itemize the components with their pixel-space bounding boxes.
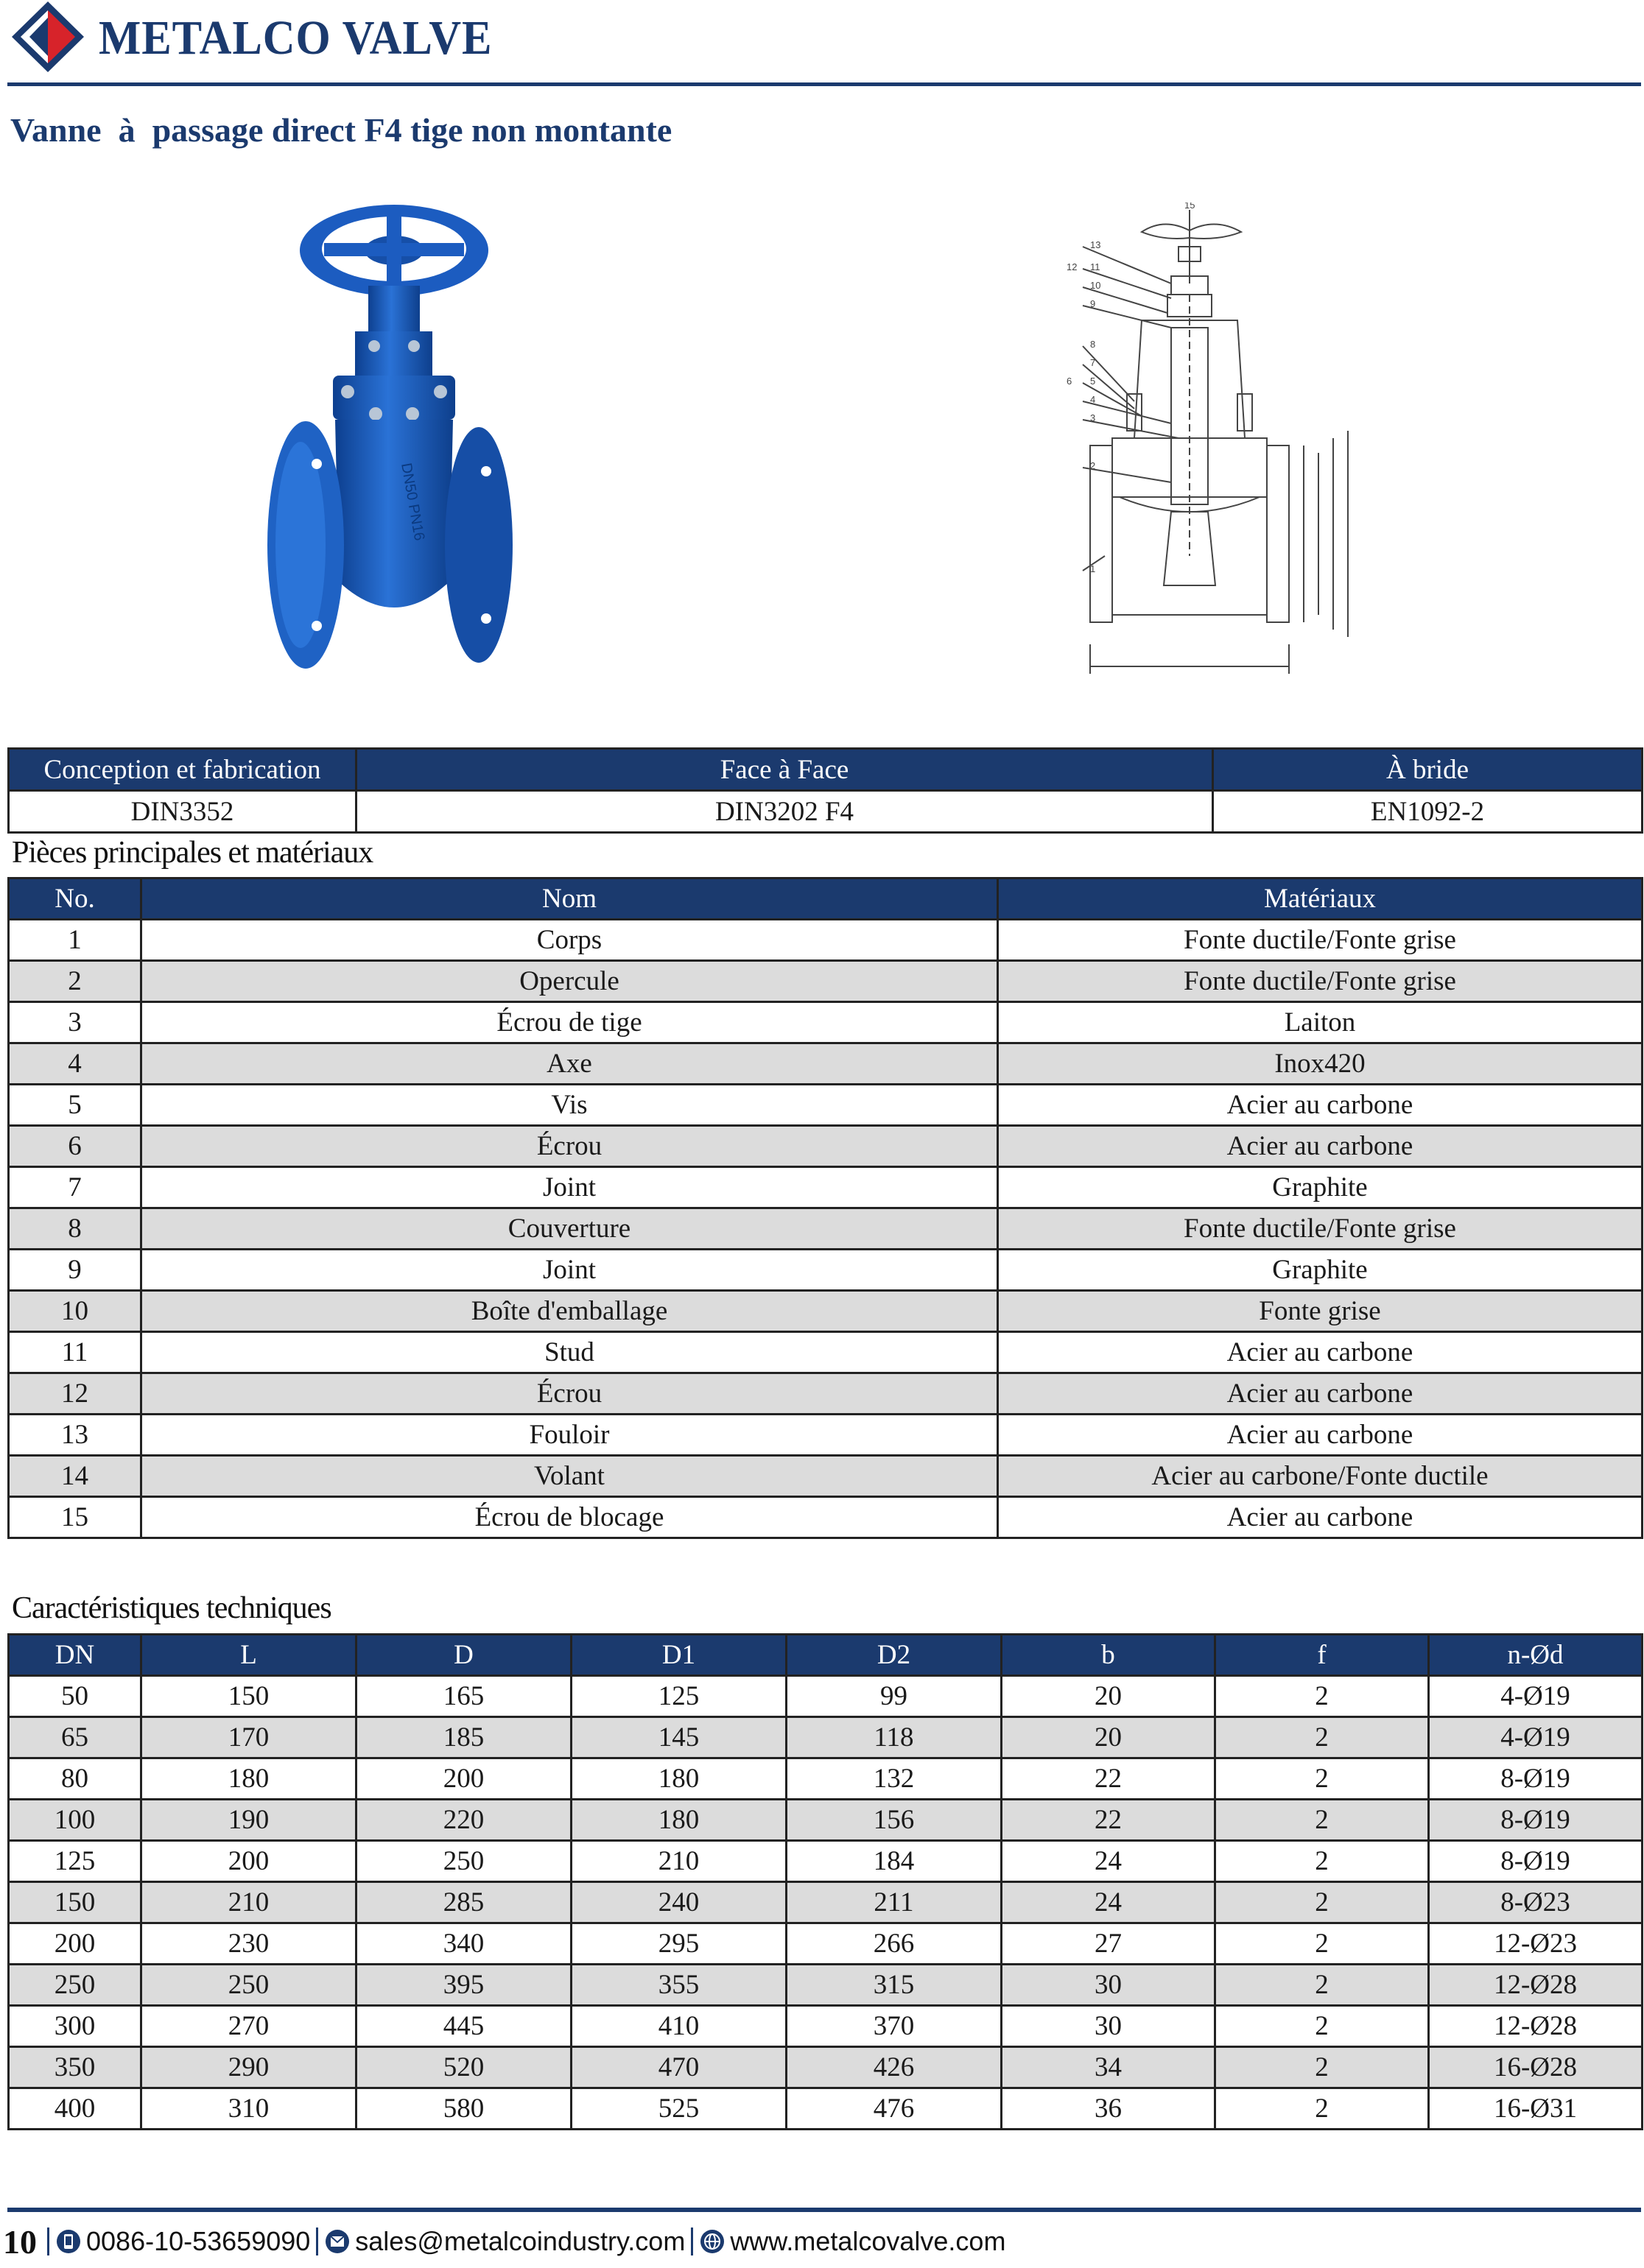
table-row bbox=[9, 961, 1643, 1002]
table-cell: 426 bbox=[787, 2047, 1002, 2088]
table-cell: 20 bbox=[1002, 1676, 1215, 1717]
table-cell: Vis bbox=[141, 1085, 998, 1126]
footer-website[interactable]: www.metalcovalve.com bbox=[730, 2226, 1006, 2256]
table-cell: 295 bbox=[572, 1923, 787, 1965]
table-cell: 24 bbox=[1002, 1882, 1215, 1923]
table-row bbox=[9, 1717, 1643, 1758]
table-cell: 2 bbox=[9, 961, 141, 1002]
table-cell: 310 bbox=[141, 2088, 356, 2130]
table-cell: Inox420 bbox=[998, 1043, 1643, 1085]
table-cell: Fonte ductile/Fonte grise bbox=[998, 1208, 1643, 1250]
table-cell: Écrou bbox=[141, 1126, 998, 1167]
table-cell: Acier au carbone bbox=[998, 1497, 1643, 1538]
column-header: Nom bbox=[141, 878, 998, 920]
table-cell: 220 bbox=[356, 1800, 572, 1841]
table-cell: 145 bbox=[572, 1717, 787, 1758]
table-row bbox=[9, 1332, 1643, 1373]
table-cell: Fonte ductile/Fonte grise bbox=[998, 961, 1643, 1002]
table-cell: 230 bbox=[141, 1923, 356, 1965]
table-cell: 1 bbox=[9, 920, 141, 961]
table-cell: Opercule bbox=[141, 961, 998, 1002]
table-cell: Écrou de blocage bbox=[141, 1497, 998, 1538]
table-cell: 27 bbox=[1002, 1923, 1215, 1965]
page-footer bbox=[0, 2219, 1005, 2264]
table-cell: 350 bbox=[9, 2047, 141, 2088]
table-cell: 16-Ø31 bbox=[1429, 2088, 1643, 2130]
table-cell: 10 bbox=[9, 1291, 141, 1332]
drawing-callout-label: 3 bbox=[1090, 412, 1096, 423]
table-cell: 165 bbox=[356, 1676, 572, 1717]
table-cell: 8-Ø19 bbox=[1429, 1841, 1643, 1882]
drawing-callout-label: 9 bbox=[1090, 298, 1096, 309]
table-cell: 150 bbox=[9, 1882, 141, 1923]
table-row bbox=[9, 1085, 1643, 1126]
footer-separator bbox=[47, 2228, 49, 2255]
table-row bbox=[9, 2006, 1643, 2047]
column-header: D2 bbox=[787, 1635, 1002, 1676]
table-cell: 2 bbox=[1215, 1841, 1429, 1882]
column-header: Face à Face bbox=[356, 749, 1213, 791]
table-cell: 250 bbox=[356, 1841, 572, 1882]
table-cell: 13 bbox=[9, 1415, 141, 1456]
column-header: n-Ød bbox=[1429, 1635, 1643, 1676]
table-cell: 11 bbox=[9, 1332, 141, 1373]
table-cell: DIN3202 F4 bbox=[356, 791, 1213, 833]
table-cell: Fonte grise bbox=[998, 1291, 1643, 1332]
table-cell: Axe bbox=[141, 1043, 998, 1085]
table-cell: Graphite bbox=[998, 1167, 1643, 1208]
globe-icon bbox=[699, 2228, 726, 2255]
table-cell: 180 bbox=[141, 1758, 356, 1800]
table-cell: 80 bbox=[9, 1758, 141, 1800]
table-cell: 180 bbox=[572, 1758, 787, 1800]
table-cell: 240 bbox=[572, 1882, 787, 1923]
drawing-callout-label: 10 bbox=[1090, 280, 1101, 291]
table-cell: 185 bbox=[356, 1717, 572, 1758]
parts-section-title: Pièces principales et matériaux bbox=[12, 836, 373, 870]
table-row bbox=[9, 1758, 1643, 1800]
drawing-callout-label: 11 bbox=[1090, 261, 1100, 272]
table-cell: 525 bbox=[572, 2088, 787, 2130]
table-cell: 2 bbox=[1215, 2088, 1429, 2130]
drawing-callout-label: 8 bbox=[1090, 339, 1096, 350]
table-row bbox=[9, 1208, 1643, 1250]
table-row bbox=[9, 1882, 1643, 1923]
table-cell: Fonte ductile/Fonte grise bbox=[998, 920, 1643, 961]
table-cell: 125 bbox=[9, 1841, 141, 1882]
table-cell: 2 bbox=[1215, 2047, 1429, 2088]
column-header: DN bbox=[9, 1635, 141, 1676]
table-cell: 180 bbox=[572, 1800, 787, 1841]
table-cell: 210 bbox=[141, 1882, 356, 1923]
table-cell: 5 bbox=[9, 1085, 141, 1126]
table-row bbox=[9, 1250, 1643, 1291]
table-cell: 150 bbox=[141, 1676, 356, 1717]
table-cell: 200 bbox=[356, 1758, 572, 1800]
table-row bbox=[9, 1415, 1643, 1456]
table-row bbox=[9, 1497, 1643, 1538]
column-header: Matériaux bbox=[998, 878, 1643, 920]
table-row bbox=[9, 2047, 1643, 2088]
table-row bbox=[9, 1965, 1643, 2006]
table-cell: 65 bbox=[9, 1717, 141, 1758]
drawing-callout-label: 7 bbox=[1090, 357, 1096, 368]
page-header bbox=[0, 0, 1644, 88]
table-cell: Acier au carbone/Fonte ductile bbox=[998, 1456, 1643, 1497]
table-cell: 12-Ø23 bbox=[1429, 1923, 1643, 1965]
table-cell: 395 bbox=[356, 1965, 572, 2006]
table-cell: 250 bbox=[9, 1965, 141, 2006]
table-cell: 4-Ø19 bbox=[1429, 1676, 1643, 1717]
table-cell: 2 bbox=[1215, 1800, 1429, 1841]
table-cell: 8-Ø19 bbox=[1429, 1758, 1643, 1800]
table-cell: 250 bbox=[141, 1965, 356, 2006]
table-cell: 2 bbox=[1215, 1882, 1429, 1923]
table-cell: Joint bbox=[141, 1167, 998, 1208]
column-header: b bbox=[1002, 1635, 1215, 1676]
table-cell: 7 bbox=[9, 1167, 141, 1208]
parts-table bbox=[7, 877, 1643, 1539]
table-row bbox=[9, 1167, 1643, 1208]
drawing-callout-label: 5 bbox=[1090, 376, 1096, 387]
column-header: No. bbox=[9, 878, 141, 920]
table-cell: Fouloir bbox=[141, 1415, 998, 1456]
phone-icon bbox=[55, 2228, 82, 2255]
footer-divider bbox=[7, 2208, 1641, 2212]
valve-photo-image bbox=[265, 199, 516, 677]
table-cell: Graphite bbox=[998, 1250, 1643, 1291]
table-cell: 36 bbox=[1002, 2088, 1215, 2130]
column-header: D bbox=[356, 1635, 572, 1676]
footer-email[interactable]: sales@metalcoindustry.com bbox=[355, 2226, 686, 2256]
table-row bbox=[9, 1291, 1643, 1332]
table-cell: 470 bbox=[572, 2047, 787, 2088]
table-cell: 285 bbox=[356, 1882, 572, 1923]
drawing-callout-label: 4 bbox=[1090, 394, 1096, 405]
table-cell: 2 bbox=[1215, 1965, 1429, 2006]
table-cell: 125 bbox=[572, 1676, 787, 1717]
table-cell: 30 bbox=[1002, 1965, 1215, 2006]
header-divider bbox=[7, 82, 1641, 86]
table-cell: Couverture bbox=[141, 1208, 998, 1250]
table-cell: 355 bbox=[572, 1965, 787, 2006]
table-cell: 580 bbox=[356, 2088, 572, 2130]
column-header: L bbox=[141, 1635, 356, 1676]
column-header: À bride bbox=[1213, 749, 1643, 791]
table-row bbox=[9, 791, 1643, 833]
table-row bbox=[9, 1002, 1643, 1043]
table-cell: 200 bbox=[9, 1923, 141, 1965]
table-row bbox=[9, 1456, 1643, 1497]
table-cell: 340 bbox=[356, 1923, 572, 1965]
table-cell: 2 bbox=[1215, 1923, 1429, 1965]
drawing-callout-label: 1 bbox=[1090, 563, 1096, 574]
brand-name: METALCO VALVE bbox=[99, 11, 493, 65]
specs-table bbox=[7, 1633, 1643, 2130]
table-header-row bbox=[9, 1635, 1643, 1676]
table-cell: 315 bbox=[787, 1965, 1002, 2006]
table-cell: 266 bbox=[787, 1923, 1002, 1965]
table-row bbox=[9, 1676, 1643, 1717]
table-cell: 9 bbox=[9, 1250, 141, 1291]
table-row bbox=[9, 1373, 1643, 1415]
table-cell: 156 bbox=[787, 1800, 1002, 1841]
table-row bbox=[9, 1841, 1643, 1882]
table-row bbox=[9, 920, 1643, 961]
table-cell: Acier au carbone bbox=[998, 1415, 1643, 1456]
table-cell: 2 bbox=[1215, 2006, 1429, 2047]
table-cell: Stud bbox=[141, 1332, 998, 1373]
table-cell: 12-Ø28 bbox=[1429, 2006, 1643, 2047]
table-cell: 211 bbox=[787, 1882, 1002, 1923]
footer-separator bbox=[691, 2228, 693, 2255]
table-cell: Joint bbox=[141, 1250, 998, 1291]
table-cell: 476 bbox=[787, 2088, 1002, 2130]
table-cell: 99 bbox=[787, 1676, 1002, 1717]
table-cell: 12 bbox=[9, 1373, 141, 1415]
table-cell: 210 bbox=[572, 1841, 787, 1882]
table-row bbox=[9, 1043, 1643, 1085]
page-number: 10 bbox=[3, 2222, 37, 2261]
footer-separator bbox=[316, 2228, 318, 2255]
column-header: f bbox=[1215, 1635, 1429, 1676]
table-cell: 22 bbox=[1002, 1800, 1215, 1841]
table-cell: Acier au carbone bbox=[998, 1085, 1643, 1126]
table-cell: 2 bbox=[1215, 1676, 1429, 1717]
table-cell: 170 bbox=[141, 1717, 356, 1758]
table-cell: Acier au carbone bbox=[998, 1332, 1643, 1373]
table-row bbox=[9, 2088, 1643, 2130]
metalco-logo-icon bbox=[7, 0, 88, 74]
table-cell: 410 bbox=[572, 2006, 787, 2047]
table-header-row bbox=[9, 878, 1643, 920]
table-cell: 200 bbox=[141, 1841, 356, 1882]
table-row bbox=[9, 1800, 1643, 1841]
footer-phone[interactable]: 0086-10-53659090 bbox=[86, 2226, 311, 2256]
table-cell: 6 bbox=[9, 1126, 141, 1167]
table-cell: 270 bbox=[141, 2006, 356, 2047]
table-cell: 22 bbox=[1002, 1758, 1215, 1800]
svg-text:DN50 PN16: DN50 PN16 bbox=[398, 462, 428, 542]
table-cell: 184 bbox=[787, 1841, 1002, 1882]
drawing-callout-label: 13 bbox=[1090, 239, 1101, 250]
technical-drawing-image bbox=[1061, 202, 1377, 681]
page-title: Vanne à passage direct F4 tige non montante bbox=[10, 111, 672, 149]
table-cell: 100 bbox=[9, 1800, 141, 1841]
table-row bbox=[9, 1126, 1643, 1167]
table-cell: 190 bbox=[141, 1800, 356, 1841]
table-cell: 4 bbox=[9, 1043, 141, 1085]
table-cell: 2 bbox=[1215, 1717, 1429, 1758]
specs-section-title: Caractéristiques techniques bbox=[12, 1591, 331, 1625]
table-header-row bbox=[9, 749, 1643, 791]
table-cell: Acier au carbone bbox=[998, 1126, 1643, 1167]
table-cell: 400 bbox=[9, 2088, 141, 2130]
table-cell: Écrou bbox=[141, 1373, 998, 1415]
drawing-callout-label: 15 bbox=[1184, 202, 1195, 211]
table-cell: 12-Ø28 bbox=[1429, 1965, 1643, 2006]
table-cell: 15 bbox=[9, 1497, 141, 1538]
column-header: D1 bbox=[572, 1635, 787, 1676]
table-cell: Écrou de tige bbox=[141, 1002, 998, 1043]
table-cell: Acier au carbone bbox=[998, 1373, 1643, 1415]
table-cell: 34 bbox=[1002, 2047, 1215, 2088]
table-cell: 118 bbox=[787, 1717, 1002, 1758]
table-cell: 2 bbox=[1215, 1758, 1429, 1800]
table-cell: Volant bbox=[141, 1456, 998, 1497]
table-cell: Laiton bbox=[998, 1002, 1643, 1043]
table-cell: 20 bbox=[1002, 1717, 1215, 1758]
table-cell: 300 bbox=[9, 2006, 141, 2047]
table-cell: 445 bbox=[356, 2006, 572, 2047]
email-icon bbox=[324, 2228, 351, 2255]
drawing-callout-label: 6 bbox=[1067, 376, 1072, 387]
standards-table bbox=[7, 747, 1643, 834]
table-cell: 16-Ø28 bbox=[1429, 2047, 1643, 2088]
table-cell: 8 bbox=[9, 1208, 141, 1250]
table-cell: 520 bbox=[356, 2047, 572, 2088]
table-cell: 24 bbox=[1002, 1841, 1215, 1882]
drawing-callout-label: 12 bbox=[1067, 261, 1078, 272]
drawing-callout-label: 2 bbox=[1090, 460, 1096, 471]
table-cell: 14 bbox=[9, 1456, 141, 1497]
table-cell: 290 bbox=[141, 2047, 356, 2088]
column-header: Conception et fabrication bbox=[9, 749, 356, 791]
table-cell: 132 bbox=[787, 1758, 1002, 1800]
table-cell: 8-Ø23 bbox=[1429, 1882, 1643, 1923]
table-cell: 3 bbox=[9, 1002, 141, 1043]
table-cell: 8-Ø19 bbox=[1429, 1800, 1643, 1841]
table-cell: DIN3352 bbox=[9, 791, 356, 833]
table-cell: EN1092-2 bbox=[1213, 791, 1643, 833]
table-cell: Corps bbox=[141, 920, 998, 961]
table-cell: 30 bbox=[1002, 2006, 1215, 2047]
table-row bbox=[9, 1923, 1643, 1965]
table-cell: Boîte d'emballage bbox=[141, 1291, 998, 1332]
table-cell: 370 bbox=[787, 2006, 1002, 2047]
table-cell: 4-Ø19 bbox=[1429, 1717, 1643, 1758]
table-cell: 50 bbox=[9, 1676, 141, 1717]
